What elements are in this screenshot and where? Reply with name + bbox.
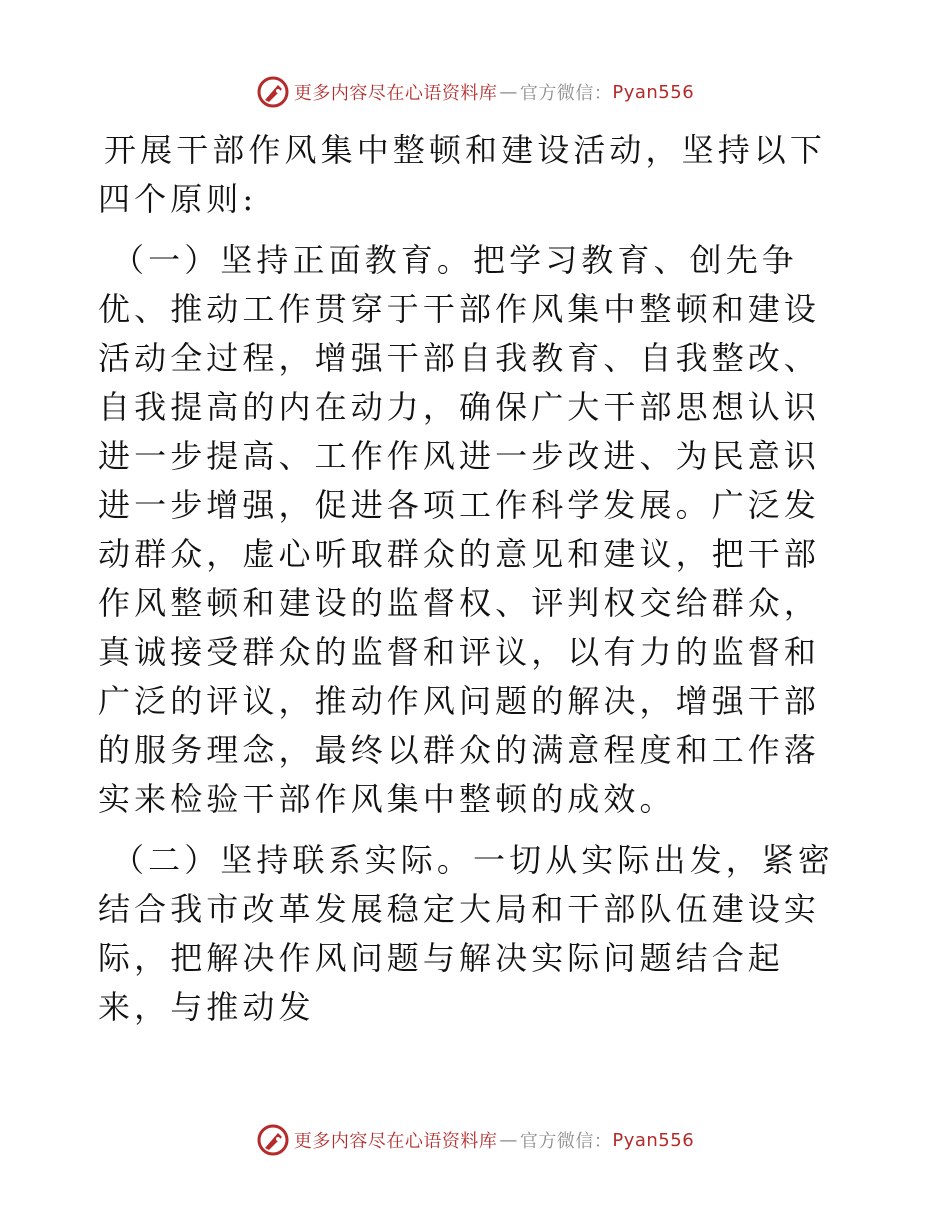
banner-wechat-id: Pyan556 [612,81,695,103]
pen-nib-logo-icon [256,75,290,109]
principle-two-paragraph: （二）坚持联系实际。一切从实际出发，紧密结合我市改革发展稳定大局和干部队伍建设实际，把解决作风问题与解决实际问题结合起来，与推动发 [98,841,835,1026]
intro-paragraph: 开展干部作风集中整顿和建设活动，坚持以下四个原则: [98,131,827,218]
banner-wechat-id: Pyan556 [612,1129,695,1151]
banner-wechat-label: 官方微信： [519,83,613,104]
banner-text: 更多内容尽在心语资料库 [293,1131,498,1152]
principle-one-paragraph: （一）坚持正面教育。把学习教育、创先争优、推动工作贯穿于干部作风集中整顿和建设活动全过程，增强干部自我教育、自我整改、自我提高的内在动力，确保广大干部思想认识进一步提高、工作作风进一步改进、为民意识进一步增强，促进各项工作科学发展。广泛发动群众，虚心听取群众的意见和建议，把干部作风整顿和建设的监督权、评判权交给群众，真诚接受群众的监督和评议，以有力的监督和广泛的评议，推动作风问题的解决，增强干部的服务理念，最终以群众的满意程度和工作落实来检验干部作风集中整顿的成效。 [98,241,821,818]
banner-separator: — [499,1129,518,1151]
banner-text: 更多内容尽在心语资料库 [293,83,498,104]
pen-nib-logo-icon [256,1123,290,1157]
banner-separator: — [499,81,518,103]
banner-wechat-label: 官方微信： [519,1131,613,1152]
header-banner [0,72,950,112]
footer-banner [0,1120,950,1160]
document-body [98,126,852,1032]
